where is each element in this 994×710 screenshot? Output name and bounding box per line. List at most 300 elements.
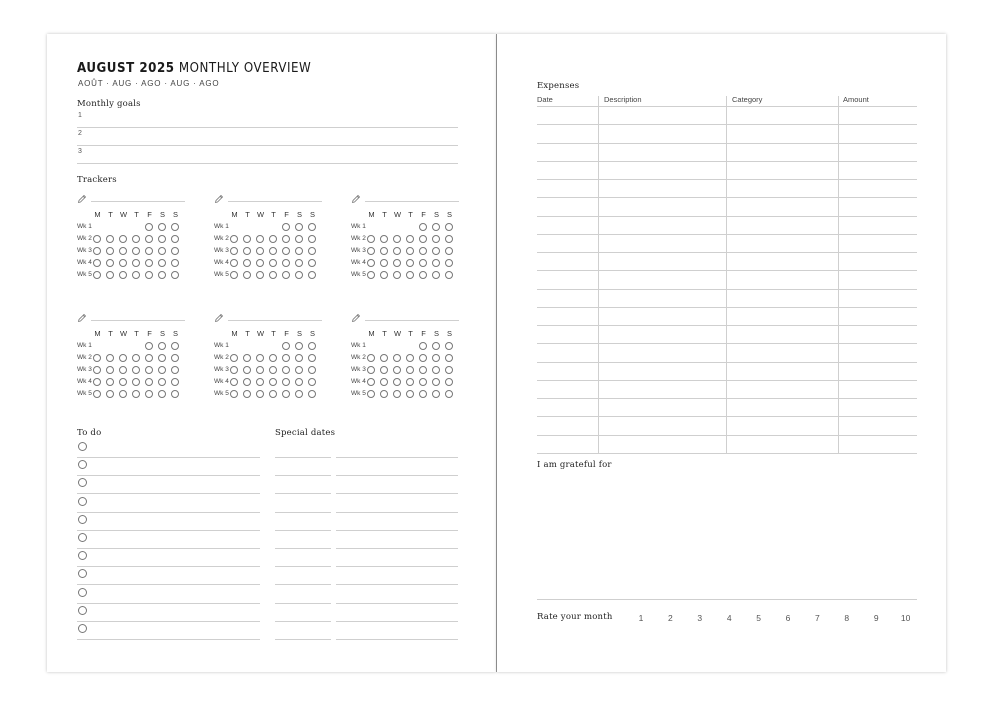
tracker-checkbox[interactable] <box>243 378 251 386</box>
expenses-row-line[interactable] <box>537 343 917 344</box>
tracker-name-line[interactable] <box>365 201 459 202</box>
tracker-checkbox[interactable] <box>171 247 179 255</box>
goal-row-3[interactable] <box>77 145 458 164</box>
tracker-checkbox[interactable] <box>419 271 427 279</box>
tracker-checkbox[interactable] <box>406 366 414 374</box>
tracker-checkbox[interactable] <box>380 247 388 255</box>
expenses-row-line[interactable] <box>537 398 917 399</box>
tracker-checkbox[interactable] <box>171 378 179 386</box>
tracker-checkbox[interactable] <box>230 390 238 398</box>
tracker-checkbox[interactable] <box>282 247 290 255</box>
tracker-checkbox[interactable] <box>380 259 388 267</box>
pencil-icon <box>214 191 224 201</box>
todo-checkbox[interactable] <box>78 497 87 506</box>
goal-row-1[interactable] <box>77 109 458 128</box>
special-date-event-field[interactable] <box>336 603 458 622</box>
todo-item[interactable] <box>77 439 260 458</box>
tracker-checkbox[interactable] <box>106 354 114 362</box>
special-date-date-field[interactable] <box>275 548 331 567</box>
tracker-checkbox[interactable] <box>158 259 166 267</box>
tracker-checkbox[interactable] <box>445 378 453 386</box>
day-header: S <box>446 210 452 219</box>
tracker-checkbox[interactable] <box>445 247 453 255</box>
tracker-checkbox[interactable] <box>158 223 166 231</box>
tracker-checkbox[interactable] <box>367 354 375 362</box>
tracker-checkbox[interactable] <box>171 354 179 362</box>
tracker-checkbox[interactable] <box>432 354 440 362</box>
tracker-checkbox[interactable] <box>158 271 166 279</box>
expenses-row-line[interactable] <box>537 325 917 326</box>
tracker-checkbox[interactable] <box>106 259 114 267</box>
week-label: Wk 1 <box>351 223 366 230</box>
tracker-checkbox[interactable] <box>256 271 264 279</box>
special-date-event-field[interactable] <box>336 439 458 458</box>
week-label: Wk 4 <box>351 378 366 385</box>
tracker-checkbox[interactable] <box>243 259 251 267</box>
tracker-checkbox[interactable] <box>295 342 303 350</box>
tracker-checkbox[interactable] <box>269 366 277 374</box>
rating-option[interactable]: 6 <box>785 613 791 623</box>
tracker-checkbox[interactable] <box>419 342 427 350</box>
tracker-checkbox[interactable] <box>132 366 140 374</box>
tracker-checkbox[interactable] <box>367 247 375 255</box>
tracker-checkbox[interactable] <box>419 223 427 231</box>
special-date-event-field[interactable] <box>336 585 458 604</box>
tracker-checkbox[interactable] <box>243 271 251 279</box>
tracker-checkbox[interactable] <box>295 378 303 386</box>
rating-option[interactable]: 9 <box>873 613 879 623</box>
expenses-row-line[interactable] <box>537 307 917 308</box>
tracker-checkbox[interactable] <box>230 271 238 279</box>
rating-option[interactable]: 1 <box>638 613 644 623</box>
day-header: S <box>296 210 302 219</box>
tracker-checkbox[interactable] <box>145 342 153 350</box>
tracker-checkbox[interactable] <box>295 354 303 362</box>
tracker-checkbox[interactable] <box>119 366 127 374</box>
tracker-checkbox[interactable] <box>308 235 316 243</box>
todo-item[interactable] <box>77 475 260 494</box>
todo-item[interactable] <box>77 457 260 476</box>
tracker-checkbox[interactable] <box>432 378 440 386</box>
todo-checkbox[interactable] <box>78 442 87 451</box>
tracker-checkbox[interactable] <box>282 235 290 243</box>
tracker-checkbox[interactable] <box>256 378 264 386</box>
todo-item[interactable] <box>77 566 260 585</box>
tracker-checkbox[interactable] <box>380 378 388 386</box>
tracker-checkbox[interactable] <box>256 247 264 255</box>
day-header: F <box>284 329 289 338</box>
tracker-checkbox[interactable] <box>230 366 238 374</box>
week-label: Wk 1 <box>214 223 229 230</box>
tracker-checkbox[interactable] <box>269 271 277 279</box>
special-date-event-field[interactable] <box>336 494 458 513</box>
rating-option[interactable]: 2 <box>668 613 673 623</box>
tracker-name-line[interactable] <box>91 320 185 321</box>
tracker-checkbox[interactable] <box>132 235 140 243</box>
tracker-checkbox[interactable] <box>282 354 290 362</box>
tracker-checkbox[interactable] <box>419 235 427 243</box>
special-date-date-field[interactable] <box>275 603 331 622</box>
tracker-checkbox[interactable] <box>93 247 101 255</box>
tracker-checkbox[interactable] <box>171 259 179 267</box>
tracker-checkbox[interactable] <box>145 354 153 362</box>
tracker-checkbox[interactable] <box>367 235 375 243</box>
week-label: Wk 3 <box>214 247 229 254</box>
tracker-checkbox[interactable] <box>406 390 414 398</box>
expenses-row-line[interactable] <box>537 197 917 198</box>
tracker-checkbox[interactable] <box>93 235 101 243</box>
tracker-checkbox[interactable] <box>93 378 101 386</box>
special-date-date-field[interactable] <box>275 566 331 585</box>
todo-item[interactable] <box>77 548 260 567</box>
tracker-checkbox[interactable] <box>230 235 238 243</box>
todo-item[interactable] <box>77 603 260 622</box>
day-header: S <box>159 329 165 338</box>
tracker-checkbox[interactable] <box>132 390 140 398</box>
tracker-checkbox[interactable] <box>145 223 153 231</box>
tracker-checkbox[interactable] <box>132 271 140 279</box>
tracker-checkbox[interactable] <box>269 354 277 362</box>
day-header: S <box>309 210 315 219</box>
todo-item[interactable] <box>77 585 260 604</box>
tracker-checkbox[interactable] <box>432 259 440 267</box>
tracker-checkbox[interactable] <box>145 247 153 255</box>
monthly-goals-heading: Monthly goals <box>77 99 141 109</box>
expenses-row-line[interactable] <box>537 252 917 253</box>
tracker-checkbox[interactable] <box>230 247 238 255</box>
tracker-checkbox[interactable] <box>432 271 440 279</box>
tracker-checkbox[interactable] <box>367 259 375 267</box>
todo-checkbox[interactable] <box>78 569 87 578</box>
tracker-checkbox[interactable] <box>406 235 414 243</box>
special-date-event-field[interactable] <box>336 530 458 549</box>
expenses-row-line[interactable] <box>537 179 917 180</box>
day-header: W <box>393 329 402 338</box>
tracker-checkbox[interactable] <box>256 354 264 362</box>
expenses-row-line[interactable] <box>537 234 917 235</box>
day-header: S <box>446 329 452 338</box>
tracker-name-line[interactable] <box>228 320 322 321</box>
tracker-checkbox[interactable] <box>282 390 290 398</box>
tracker-checkbox[interactable] <box>230 378 238 386</box>
tracker-checkbox[interactable] <box>445 366 453 374</box>
tracker-checkbox[interactable] <box>171 342 179 350</box>
tracker-checkbox[interactable] <box>432 247 440 255</box>
tracker-checkbox[interactable] <box>132 378 140 386</box>
tracker-checkbox[interactable] <box>269 390 277 398</box>
tracker-checkbox[interactable] <box>158 390 166 398</box>
special-date-date-field[interactable] <box>275 621 331 640</box>
tracker-checkbox[interactable] <box>445 259 453 267</box>
week-label: Wk 3 <box>77 366 92 373</box>
tracker-checkbox[interactable] <box>393 259 401 267</box>
tracker-checkbox[interactable] <box>393 390 401 398</box>
tracker-checkbox[interactable] <box>119 390 127 398</box>
tracker-checkbox[interactable] <box>119 235 127 243</box>
tracker-checkbox[interactable] <box>445 271 453 279</box>
tracker-checkbox[interactable] <box>295 235 303 243</box>
tracker-checkbox[interactable] <box>380 354 388 362</box>
day-header: S <box>172 329 178 338</box>
expenses-row-line[interactable] <box>537 143 917 144</box>
tracker-checkbox[interactable] <box>406 271 414 279</box>
tracker-checkbox[interactable] <box>308 223 316 231</box>
tracker-checkbox[interactable] <box>93 390 101 398</box>
todo-item[interactable] <box>77 512 260 531</box>
special-date-date-field[interactable] <box>275 439 331 458</box>
tracker-checkbox[interactable] <box>308 271 316 279</box>
tracker-checkbox[interactable] <box>445 390 453 398</box>
day-header: T <box>108 329 113 338</box>
tracker-checkbox[interactable] <box>295 223 303 231</box>
tracker-checkbox[interactable] <box>406 354 414 362</box>
tracker-checkbox[interactable] <box>308 366 316 374</box>
tracker-checkbox[interactable] <box>367 271 375 279</box>
tracker-checkbox[interactable] <box>308 247 316 255</box>
tracker-checkbox[interactable] <box>158 354 166 362</box>
tracker-checkbox[interactable] <box>295 390 303 398</box>
special-date-date-field[interactable] <box>275 512 331 531</box>
tracker-checkbox[interactable] <box>419 354 427 362</box>
tracker-checkbox[interactable] <box>158 247 166 255</box>
rating-option[interactable]: 3 <box>697 613 703 623</box>
tracker-checkbox[interactable] <box>282 223 290 231</box>
special-date-event-field[interactable] <box>336 548 458 567</box>
day-header: T <box>245 329 250 338</box>
todo-item[interactable] <box>77 530 260 549</box>
tracker-name-line[interactable] <box>365 320 459 321</box>
tracker-checkbox[interactable] <box>406 259 414 267</box>
special-date-date-field[interactable] <box>275 585 331 604</box>
expenses-row-line[interactable] <box>537 362 917 363</box>
tracker-checkbox[interactable] <box>171 390 179 398</box>
tracker-checkbox[interactable] <box>256 390 264 398</box>
tracker-checkbox[interactable] <box>393 235 401 243</box>
week-label: Wk 2 <box>214 235 229 242</box>
tracker-checkbox[interactable] <box>393 247 401 255</box>
special-date-date-field[interactable] <box>275 475 331 494</box>
special-date-event-field[interactable] <box>336 566 458 585</box>
tracker-checkbox[interactable] <box>295 366 303 374</box>
expenses-row-line[interactable] <box>537 124 917 125</box>
tracker-checkbox[interactable] <box>432 366 440 374</box>
tracker-checkbox[interactable] <box>282 378 290 386</box>
tracker-checkbox[interactable] <box>106 366 114 374</box>
todo-checkbox[interactable] <box>78 515 87 524</box>
tracker-checkbox[interactable] <box>308 390 316 398</box>
tracker-checkbox[interactable] <box>393 378 401 386</box>
todo-checkbox[interactable] <box>78 460 87 469</box>
tracker-checkbox[interactable] <box>145 366 153 374</box>
tracker-checkbox[interactable] <box>367 366 375 374</box>
tracker-checkbox[interactable] <box>432 223 440 231</box>
tracker-checkbox[interactable] <box>282 259 290 267</box>
tracker-checkbox[interactable] <box>393 271 401 279</box>
tracker-checkbox[interactable] <box>145 259 153 267</box>
expenses-col-amount: Amount <box>843 95 869 104</box>
expenses-row-line[interactable] <box>537 289 917 290</box>
tracker-checkbox[interactable] <box>119 378 127 386</box>
special-date-event-field[interactable] <box>336 457 458 476</box>
tracker-checkbox[interactable] <box>145 390 153 398</box>
tracker-name-line[interactable] <box>228 201 322 202</box>
tracker-checkbox[interactable] <box>282 366 290 374</box>
tracker-checkbox[interactable] <box>243 390 251 398</box>
week-label: Wk 1 <box>77 342 92 349</box>
tracker-checkbox[interactable] <box>171 366 179 374</box>
tracker-checkbox[interactable] <box>145 378 153 386</box>
rating-option[interactable]: 10 <box>900 613 911 623</box>
expenses-row-line[interactable] <box>537 161 917 162</box>
tracker-checkbox[interactable] <box>308 354 316 362</box>
tracker-checkbox[interactable] <box>269 235 277 243</box>
tracker-checkbox[interactable] <box>158 366 166 374</box>
week-label: Wk 1 <box>214 342 229 349</box>
tracker-checkbox[interactable] <box>119 247 127 255</box>
todo-item[interactable] <box>77 621 260 640</box>
tracker-checkbox[interactable] <box>380 366 388 374</box>
tracker-checkbox[interactable] <box>106 247 114 255</box>
tracker-checkbox[interactable] <box>106 378 114 386</box>
tracker-checkbox[interactable] <box>93 366 101 374</box>
tracker-checkbox[interactable] <box>158 235 166 243</box>
special-date-date-field[interactable] <box>275 494 331 513</box>
tracker-checkbox[interactable] <box>308 259 316 267</box>
goal-row-2[interactable] <box>77 127 458 146</box>
todo-checkbox[interactable] <box>78 624 87 633</box>
tracker-checkbox[interactable] <box>93 354 101 362</box>
tracker-checkbox[interactable] <box>230 354 238 362</box>
day-header: M <box>231 210 238 219</box>
tracker-checkbox[interactable] <box>367 378 375 386</box>
day-header: W <box>119 329 128 338</box>
tracker-checkbox[interactable] <box>432 235 440 243</box>
tracker-checkbox[interactable] <box>380 271 388 279</box>
tracker-checkbox[interactable] <box>158 342 166 350</box>
tracker-checkbox[interactable] <box>256 259 264 267</box>
tracker-checkbox[interactable] <box>93 259 101 267</box>
tracker-checkbox[interactable] <box>269 378 277 386</box>
tracker-checkbox[interactable] <box>406 378 414 386</box>
rating-option[interactable]: 8 <box>844 613 850 623</box>
tracker-checkbox[interactable] <box>406 247 414 255</box>
expenses-row-line[interactable] <box>537 216 917 217</box>
tracker-checkbox[interactable] <box>419 366 427 374</box>
tracker-checkbox[interactable] <box>119 271 127 279</box>
tracker-name-line[interactable] <box>91 201 185 202</box>
tracker-checkbox[interactable] <box>295 259 303 267</box>
tracker-checkbox[interactable] <box>295 271 303 279</box>
rating-option[interactable]: 7 <box>815 613 820 623</box>
special-date-event-field[interactable] <box>336 512 458 531</box>
tracker-checkbox[interactable] <box>308 342 316 350</box>
todo-checkbox[interactable] <box>78 551 87 560</box>
expenses-row-line[interactable] <box>537 416 917 417</box>
tracker-checkbox[interactable] <box>171 271 179 279</box>
rating-option[interactable]: 5 <box>756 613 761 623</box>
tracker-checkbox[interactable] <box>106 271 114 279</box>
tracker-checkbox[interactable] <box>445 223 453 231</box>
tracker-checkbox[interactable] <box>393 354 401 362</box>
tracker-checkbox[interactable] <box>145 235 153 243</box>
todo-checkbox[interactable] <box>78 533 87 542</box>
habit-tracker-2 <box>214 191 322 291</box>
expenses-col-category: Category <box>732 95 763 104</box>
todo-checkbox[interactable] <box>78 478 87 487</box>
expenses-row-line[interactable] <box>537 270 917 271</box>
tracker-checkbox[interactable] <box>419 247 427 255</box>
tracker-checkbox[interactable] <box>380 235 388 243</box>
expenses-row-line[interactable] <box>537 380 917 381</box>
todo-checkbox[interactable] <box>78 588 87 597</box>
tracker-checkbox[interactable] <box>243 247 251 255</box>
special-date-event-field[interactable] <box>336 475 458 494</box>
tracker-checkbox[interactable] <box>308 378 316 386</box>
special-date-event-field[interactable] <box>336 621 458 640</box>
tracker-checkbox[interactable] <box>393 366 401 374</box>
day-header: T <box>108 210 113 219</box>
tracker-checkbox[interactable] <box>243 235 251 243</box>
tracker-checkbox[interactable] <box>380 390 388 398</box>
tracker-checkbox[interactable] <box>106 235 114 243</box>
pencil-icon <box>77 310 87 320</box>
tracker-checkbox[interactable] <box>419 390 427 398</box>
tracker-checkbox[interactable] <box>119 354 127 362</box>
tracker-checkbox[interactable] <box>132 259 140 267</box>
tracker-checkbox[interactable] <box>282 271 290 279</box>
tracker-checkbox[interactable] <box>132 247 140 255</box>
tracker-checkbox[interactable] <box>367 390 375 398</box>
week-label: Wk 5 <box>351 271 366 278</box>
tracker-checkbox[interactable] <box>419 259 427 267</box>
special-date-date-field[interactable] <box>275 457 331 476</box>
special-date-date-field[interactable] <box>275 530 331 549</box>
todo-checkbox[interactable] <box>78 606 87 615</box>
tracker-checkbox[interactable] <box>282 342 290 350</box>
tracker-checkbox[interactable] <box>445 235 453 243</box>
tracker-checkbox[interactable] <box>445 354 453 362</box>
tracker-checkbox[interactable] <box>171 223 179 231</box>
tracker-checkbox[interactable] <box>256 366 264 374</box>
tracker-checkbox[interactable] <box>132 354 140 362</box>
tracker-checkbox[interactable] <box>269 259 277 267</box>
expenses-row-line[interactable] <box>537 435 917 436</box>
tracker-checkbox[interactable] <box>243 366 251 374</box>
week-label: Wk 2 <box>77 235 92 242</box>
tracker-checkbox[interactable] <box>106 390 114 398</box>
tracker-checkbox[interactable] <box>445 342 453 350</box>
tracker-checkbox[interactable] <box>295 247 303 255</box>
tracker-checkbox[interactable] <box>419 378 427 386</box>
tracker-checkbox[interactable] <box>158 378 166 386</box>
todo-item[interactable] <box>77 494 260 513</box>
tracker-checkbox[interactable] <box>256 235 264 243</box>
tracker-checkbox[interactable] <box>171 235 179 243</box>
tracker-checkbox[interactable] <box>145 271 153 279</box>
tracker-checkbox[interactable] <box>243 354 251 362</box>
week-label: Wk 2 <box>351 354 366 361</box>
tracker-checkbox[interactable] <box>119 259 127 267</box>
expenses-row-line[interactable] <box>537 106 917 107</box>
tracker-checkbox[interactable] <box>432 342 440 350</box>
tracker-checkbox[interactable] <box>432 390 440 398</box>
rating-option[interactable]: 4 <box>726 613 732 623</box>
expenses-column-divider <box>598 96 599 454</box>
tracker-checkbox[interactable] <box>269 247 277 255</box>
tracker-checkbox[interactable] <box>230 259 238 267</box>
tracker-checkbox[interactable] <box>93 271 101 279</box>
day-header: M <box>368 329 375 338</box>
